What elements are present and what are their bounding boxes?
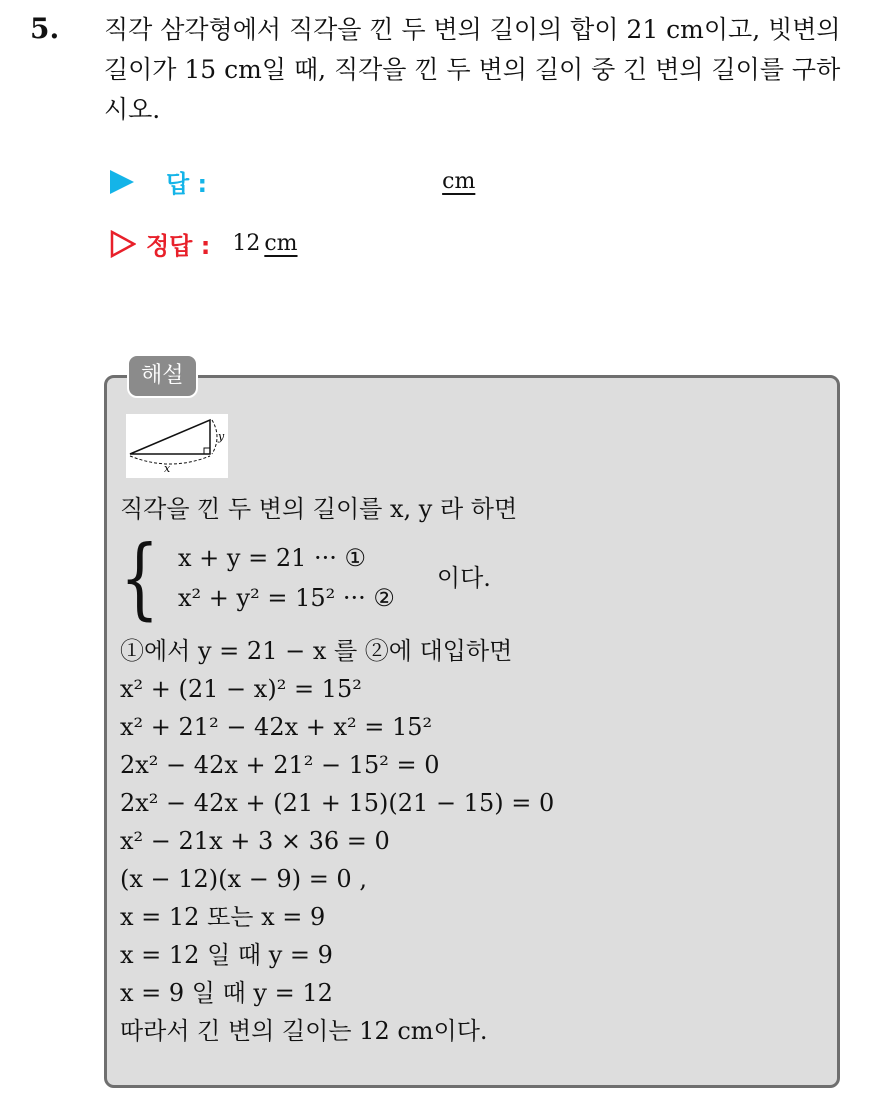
diagram-label-x: x	[164, 462, 171, 475]
solution-line: x = 9 일 때 y = 12	[120, 979, 333, 1007]
solution-line: x = 12 일 때 y = 9	[120, 941, 333, 969]
solution-line: x² + 21² − 42x + x² = 15²	[120, 713, 433, 741]
brace-icon: {	[120, 526, 160, 629]
diagram-label-y: y	[218, 430, 225, 443]
equation-1: x + y = 21 ··· ①	[178, 544, 367, 572]
outline-triangle-right-icon	[110, 230, 136, 258]
solution-line: x = 12 또는 x = 9	[120, 903, 326, 931]
question-number: 5.	[30, 12, 60, 45]
equation-2: x² + y² = 15² ··· ②	[178, 584, 395, 612]
filled-triangle-right-icon	[110, 170, 134, 194]
answer-row	[110, 164, 475, 199]
solution-line: 2x² − 42x + (21 + 15)(21 − 15) = 0	[120, 789, 555, 817]
answer-label: 답 :	[166, 170, 208, 198]
correct-answer-value: 12 cm	[232, 231, 298, 256]
equation-system	[120, 526, 830, 629]
right-triangle-diagram	[126, 414, 228, 478]
solution-text	[120, 490, 830, 1050]
solution-line: 2x² − 42x + 21² − 15² = 0	[120, 751, 440, 779]
solution-tag: 해설	[127, 354, 198, 398]
solution-line: 따라서 긴 변의 길이는 12 cm이다.	[120, 1017, 488, 1045]
solution-intro: 직각을 낀 두 변의 길이를 x, y 라 하면	[120, 495, 518, 523]
question-text: 직각 삼각형에서 직각을 낀 두 변의 길이의 합이 21 cm이고, 빗변의 길이가 15 cm일 때, 직각을 낀 두 변의 길이 중 긴 변의 길이를 구하시오.	[104, 15, 841, 124]
solution-line: ①에서 y = 21 − x 를 ②에 대입하면	[120, 637, 513, 665]
solution-line: x² + (21 − x)² = 15²	[120, 675, 362, 703]
solution-line: x² − 21x + 3 × 36 = 0	[120, 827, 390, 855]
correct-answer-row	[110, 226, 298, 261]
answer-unit: cm	[442, 169, 476, 194]
system-tail: 이다.	[436, 564, 491, 592]
correct-answer-unit: cm	[264, 231, 298, 256]
solution-line: (x − 12)(x − 9) = 0 ,	[120, 865, 367, 893]
correct-answer-label: 정답 :	[146, 232, 211, 260]
